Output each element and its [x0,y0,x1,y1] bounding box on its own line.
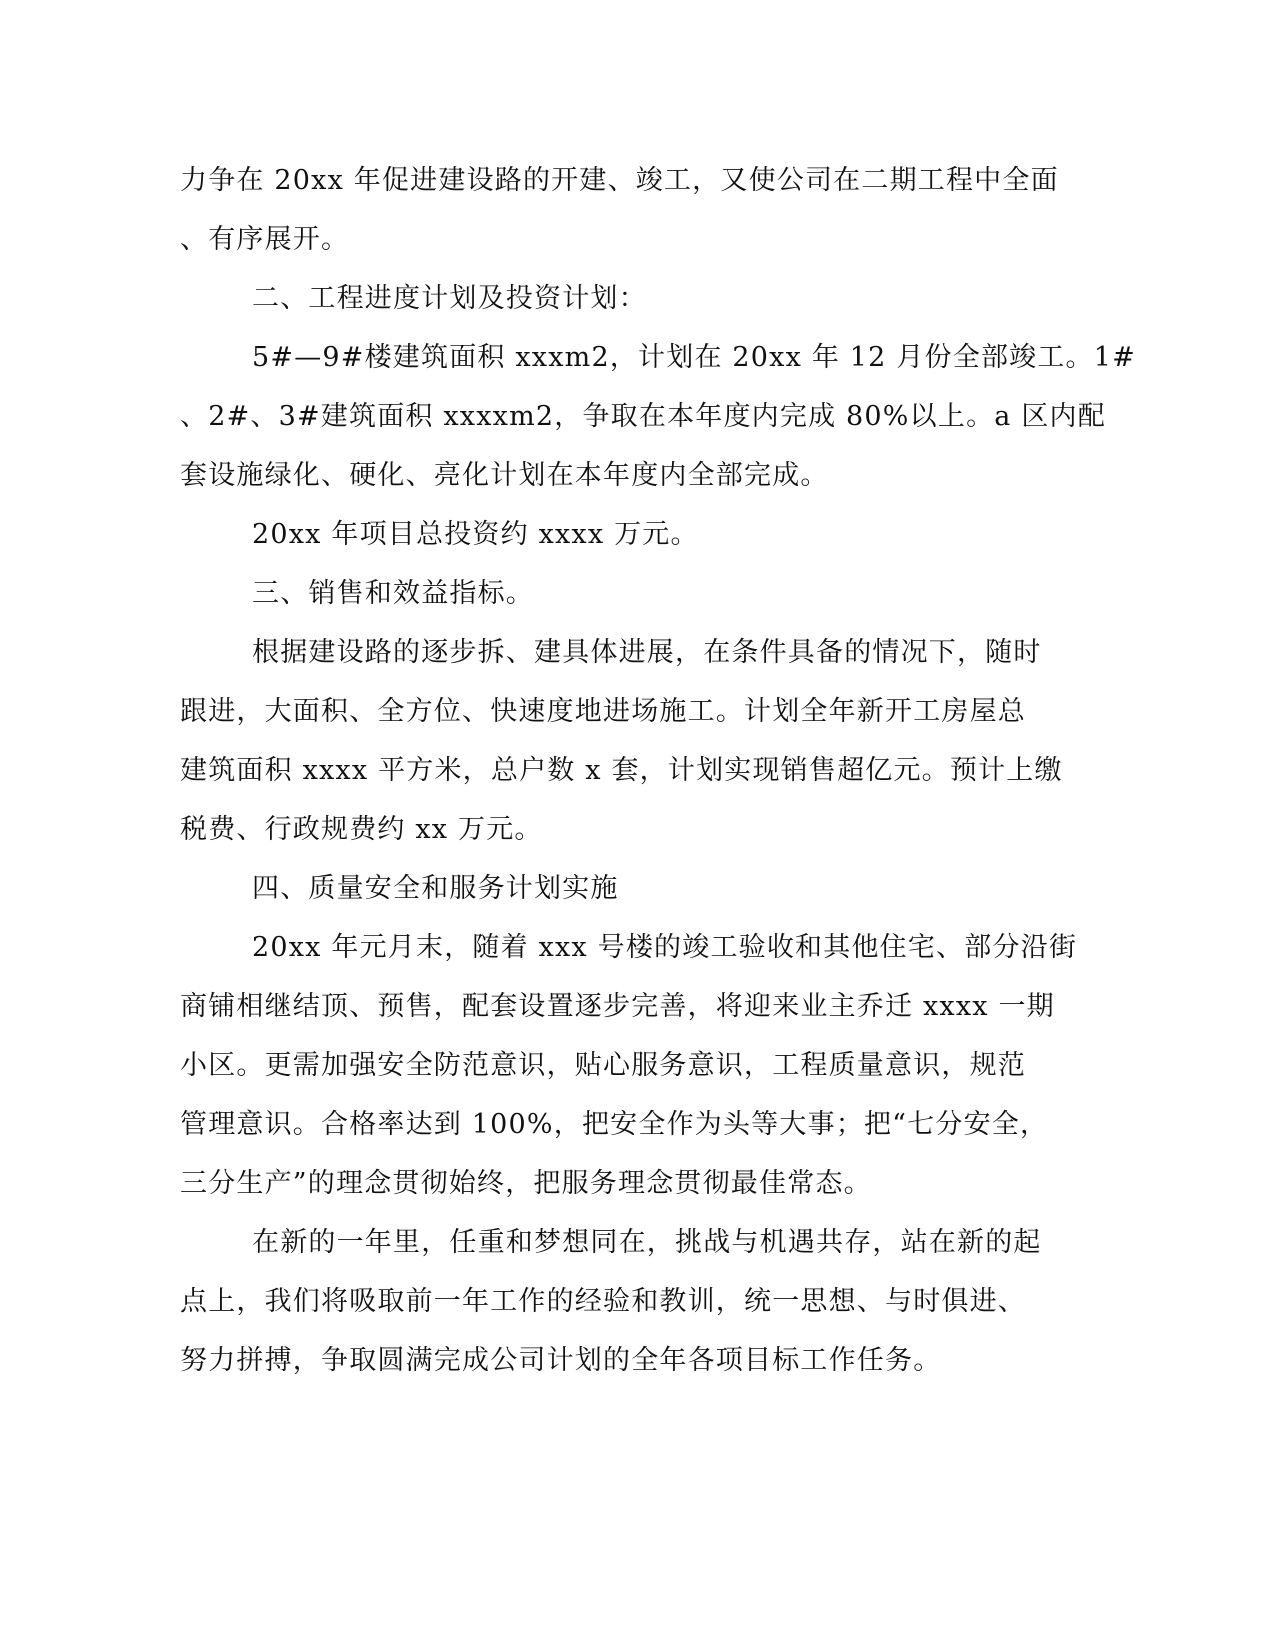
text-line-1: 力争在 20xx 年促进建设路的开建、竣工，又使公司在二期工程中全面 [180,165,1059,196]
text-line-14: 20xx 年元月末，随着 xxx 号楼的竣工验收和其他住宅、部分沿街 [252,932,1078,963]
section-heading-2: 二、工程进度计划及投资计划： [252,283,647,314]
text-line-5: 、2#、3#建筑面积 xxxxm2，争取在本年度内完成 80%以上。a 区内配 [180,401,1106,432]
text-line-4: 5#—9#楼建筑面积 xxxm2，计划在 20xx 年 12 月份全部竣工。1# [252,342,1136,373]
text-line-20: 点上，我们将吸取前一年工作的经验和教训，统一思想、与时俱进、 [180,1286,1026,1317]
section-heading-3: 三、销售和效益指标。 [252,578,534,609]
text-line-6: 套设施绿化、硬化、亮化计划在本年度内全部完成。 [180,460,829,491]
text-line-7: 20xx 年项目总投资约 xxxx 万元。 [252,519,699,550]
text-line-9: 根据建设路的逐步拆、建具体进展，在条件具备的情况下，随时 [252,637,1042,668]
text-line-16: 小区。更需加强安全防范意识，贴心服务意识，工程质量意识，规范 [180,1050,1026,1081]
text-line-12: 税费、行政规费约 xx 万元。 [180,814,543,845]
text-line-2: 、有序展开。 [180,224,350,255]
text-line-21: 努力拼搏，争取圆满完成公司计划的全年各项目标工作任务。 [180,1345,942,1376]
text-line-10: 跟进，大面积、全方位、快速度地进场施工。计划全年新开工房屋总 [180,696,1026,727]
text-line-18: 三分生产”的理念贯彻始终，把服务理念贯彻最佳常态。 [180,1168,872,1199]
text-line-19: 在新的一年里，任重和梦想同在，挑战与机遇共存，站在新的起 [252,1227,1042,1258]
section-heading-4: 四、质量安全和服务计划实施 [252,873,619,904]
text-line-15: 商铺相继结顶、预售，配套设置逐步完善，将迎来业主乔迁 xxxx 一期 [180,991,1055,1022]
text-line-17: 管理意识。合格率达到 100%，把安全作为头等大事；把“七分安全， [180,1109,1049,1140]
text-line-11: 建筑面积 xxxx 平方米，总户数 x 套，计划实现销售超亿元。预计上缴 [180,755,1063,786]
